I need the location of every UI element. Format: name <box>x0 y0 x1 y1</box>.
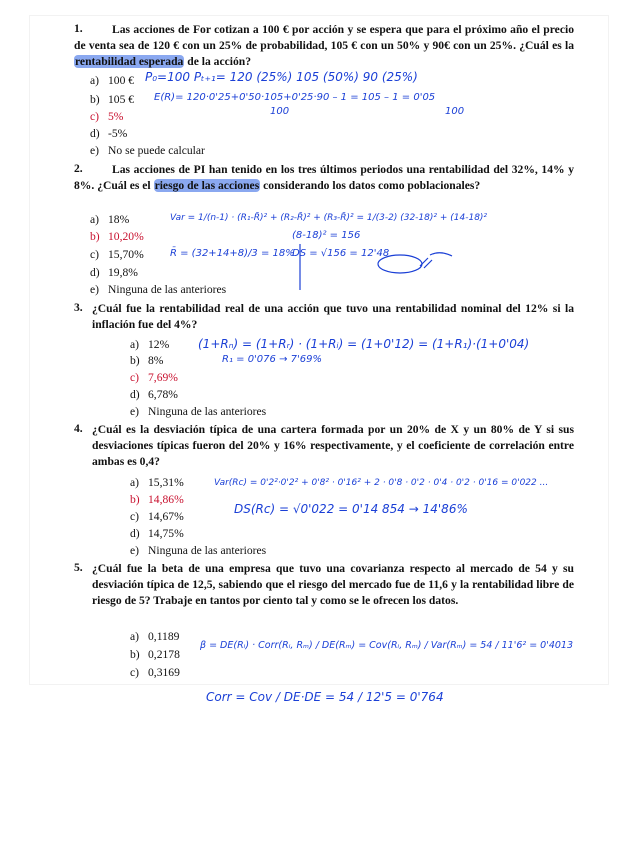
q2-result-stroke <box>430 253 452 256</box>
question-1-number: 1. <box>74 22 83 35</box>
question-2-text-after: considerando los datos como poblacionales? <box>263 178 481 192</box>
question-3-number: 3. <box>74 301 83 314</box>
q2-handwriting-square: (8-18)² = 156 <box>292 230 361 241</box>
q2-handwriting-ds: DS = √156 = 12'48 <box>292 248 390 259</box>
q3-option-a[interactable]: a) 12% <box>130 338 170 351</box>
q2-handwriting-mean: R̄ = (32+14+8)/3 = 18% <box>170 248 295 259</box>
q5-option-a[interactable]: a) 0,1189 <box>130 630 180 643</box>
q3-option-b[interactable]: b) 8% <box>130 354 164 367</box>
q2-option-a[interactable]: a) 18% <box>90 213 130 226</box>
q1-option-d[interactable]: d) -5% <box>90 127 128 140</box>
q5-handwriting-corr: Corr = Cov / DE·DE = 54 / 12'5 = 0'764 <box>206 690 444 704</box>
q3-option-d[interactable]: d) 6,78% <box>130 388 178 401</box>
q2-option-d[interactable]: d) 19,8% <box>90 266 138 279</box>
q4-option-c[interactable]: c) 14,67% <box>130 510 184 523</box>
q1-handwriting-prices: P₀=100 Pₜ₊₁= 120 (25%) 105 (50%) 90 (25%) <box>145 70 418 84</box>
question-2-text-before: Las acciones de PI han tenido en los tres últimos periodos una rentabilidad del 32%, 14% y 8%. ¿Cuál es el <box>74 163 574 192</box>
q1-option-b[interactable]: b) 105 € <box>90 93 135 106</box>
q4-option-d[interactable]: d) 14,75% <box>130 527 184 540</box>
question-3-text: ¿Cuál fue la rentabilidad real de una acción que tuvo una rentabilidad nominal del 12% si la inflación fue del 4%? <box>92 302 574 331</box>
q1-handwriting-denominator: 100 <box>270 106 290 117</box>
q3-option-c[interactable]: c) 7,69% <box>130 371 178 384</box>
q1-handwriting-formula: E(R)= 120·0'25+0'50·105+0'25·90 – 1 = 105 – 1 = 0'05 <box>154 92 436 103</box>
question-1-highlight: rentabilidad esperada <box>75 54 184 68</box>
q2-option-c[interactable]: c) 15,70% <box>90 248 144 261</box>
question-5-text: ¿Cuál fue la beta de una empresa que tuvo una covarianza respecto al mercado de 54 y su desviación típica de 12,5, sabiendo que el riesgo del mercado fue de 11,6 y la rentabilidad libre de riesgo de 5? Trabaje en tantos por ciento tal y como se le ofrecen los datos. <box>92 562 574 607</box>
q4-handwriting-variance: Var(Rc) = 0'2²·0'2² + 0'8² · 0'16² + 2 · 0'8 · 0'2 · 0'4 · 0'2 · 0'16 = 0'022 ... <box>214 478 549 488</box>
question-2-number: 2. <box>74 162 83 175</box>
q4-handwriting-ds: DS(Rc) = √0'022 = 0'14 854 → 14'86% <box>234 502 468 516</box>
q2-option-b[interactable]: b) 10,20% <box>90 230 144 243</box>
question-2-highlight: riesgo de las acciones <box>154 178 260 192</box>
q4-option-b[interactable]: b) 14,86% <box>130 493 184 506</box>
q4-option-a[interactable]: a) 15,31% <box>130 476 184 489</box>
q1-option-a[interactable]: a) 100 € <box>90 74 135 87</box>
q1-handwriting-denominator-2: 100 <box>445 106 465 117</box>
q2-option-e[interactable]: e) Ninguna de las anteriores <box>90 283 227 296</box>
q5-option-c[interactable]: c) 0,3169 <box>130 666 180 679</box>
q2-handwriting-variance: Var = 1/(n-1) · (R₁-R̄)² + (R₂-R̄)² + (R₃-R̄)² = 1/(3-2) (32-18)² + (14-18)² <box>170 213 488 223</box>
q5-handwriting-beta: β = DE(Rᵢ) · Corr(Rᵢ, Rₘ) / DE(Rₘ) = Cov(Rᵢ, Rₘ) / Var(Rₘ) = 54 / 11'6² = 0'4013 <box>200 640 574 651</box>
question-4-text: ¿Cuál es la desviación típica de una cartera formada por un 20% de X y un 80% de Y si sus desviaciones típicas fueron del 20% y 16% respectivamente, y el coeficiente de correlación entre ambas es 0,4? <box>92 423 574 468</box>
q1-option-e[interactable]: e) No se puede calcular <box>90 144 205 157</box>
q3-option-e[interactable]: e) Ninguna de las anteriores <box>130 405 267 418</box>
question-1-text-before: Las acciones de For cotizan a 100 € por acción y se espera que para el próximo año el precio de venta sea de 120 € con un 25% de probabilidad, 105 € con un 50% y 90€ con un 25%. ¿Cuál es la <box>74 23 574 52</box>
q3-handwriting-fisher: (1+Rₙ) = (1+Rᵣ) · (1+Rᵢ) = (1+0'12) = (1+R₁)·(1+0'04) <box>198 337 530 351</box>
q1-option-c[interactable]: c) 5% <box>90 110 124 123</box>
q5-option-b[interactable]: b) 0,2178 <box>130 648 180 661</box>
q3-handwriting-result: R₁ = 0'076 → 7'69% <box>222 354 322 365</box>
q2-circled-result <box>378 255 422 273</box>
question-4-number: 4. <box>74 422 83 435</box>
question-5-number: 5. <box>74 561 83 574</box>
question-1-text-after: de la acción? <box>187 54 252 68</box>
q4-option-e[interactable]: e) Ninguna de las anteriores <box>130 544 267 557</box>
